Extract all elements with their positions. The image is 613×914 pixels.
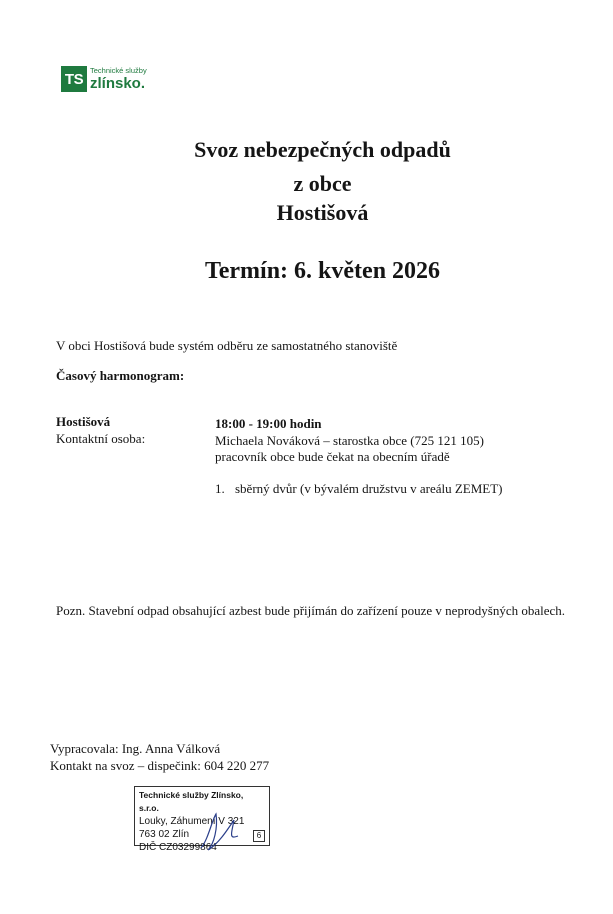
- logo-name: zlínsko.: [90, 75, 146, 93]
- worker-note: pracovník obce bude čekat na obecním úřadě: [215, 449, 450, 464]
- asbestos-note: Pozn. Stavební odpad obsahující azbest bude přijímán do zařízení pouze v neprodyšných obalech.: [56, 603, 566, 618]
- intro-text: V obci Hostišová bude systém odběru ze samostatného stanoviště: [56, 338, 398, 353]
- list-item: [215, 480, 503, 497]
- logo-mark: TS: [61, 66, 87, 92]
- logo-subtitle: Technické služby: [90, 65, 147, 75]
- list-item-number: 1.: [215, 481, 225, 496]
- term-date: Termín: 6. květen 2026: [204, 258, 441, 284]
- title-line-2: z obce: [293, 171, 352, 196]
- schedule-time: 18:00 - 19:00 hodin: [215, 416, 322, 431]
- stamp-city: 763 02 Zlín: [139, 829, 190, 840]
- signature: [198, 810, 248, 855]
- schedule-heading: Časový harmonogram:: [56, 368, 185, 383]
- schedule-place: Hostišová: [56, 414, 111, 429]
- stamp-address: Louky, Záhumení V 321: [139, 816, 245, 827]
- contact-label: Kontaktní osoba:: [56, 431, 146, 446]
- prepared-by: Vypracovala: Ing. Anna Válková: [50, 741, 221, 756]
- contact-person: Michaela Nováková – starostka obce (725 121 105): [215, 433, 484, 448]
- title-line-3: Hostišová: [276, 200, 369, 225]
- logo-text: [90, 67, 147, 92]
- company-logo: [61, 64, 147, 94]
- list-item-text: sběrný dvůr (v bývalém družstvu v areálu ZEMET): [235, 481, 503, 496]
- stamp-badge: 6: [253, 830, 265, 842]
- title-line-1: Svoz nebezpečných odpadů: [194, 137, 451, 162]
- stamp-company: Technické služby Zlínsko, s.r.o.: [139, 790, 244, 813]
- stamp-tax-id: DIČ CZ03299864: [139, 842, 217, 853]
- dispatcher-contact: Kontakt na svoz – dispečink: 604 220 277: [50, 758, 270, 773]
